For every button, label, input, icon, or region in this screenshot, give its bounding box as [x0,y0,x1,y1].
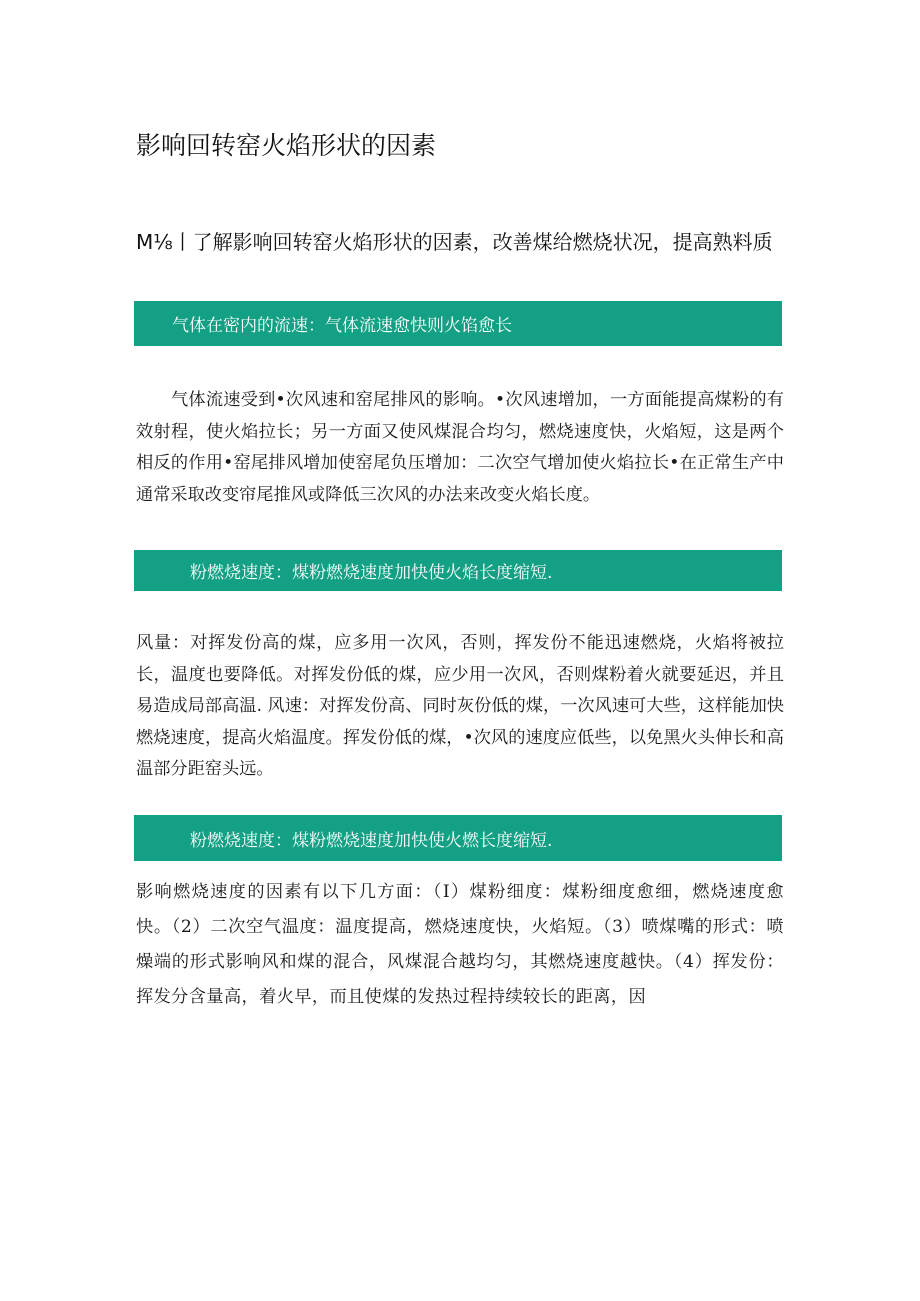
section-heading-text: 粉燃烧速度：煤粉燃烧速度加快使火焰长度缩短. [190,563,553,583]
intro-line: M⅛丨了解影响回转窑火焰形状的因素，改善煤给燃烧状况，提高熟料质 [136,230,773,254]
page-title: 影响回转窑火焰形状的因素 [136,131,437,160]
section-body-combustion-speed: 风量：对挥发份高的煤，应多用一次风，否则，挥发份不能迅速燃烧，火焰将被拉长，温度也要降低。对挥发份低的煤，应少用一次风，否则煤粉着火就要延迟，并且易造成局部高温. 风速：对挥发份高、同时灰份低的煤，一次风速可大些，这样能加快燃烧速度，提高火焰温度。挥发份低的煤，•次风的速度应低些，以免黑火头伸长和高温部分距窑头远。 [136,633,784,779]
section-heading-gas-flow [134,301,782,346]
section-heading-text: 气体在密内的流速：气体流速愈快则火馅愈长 [172,316,512,336]
section-body-gas-flow: 气体流速受到•次风速和窑尾排风的影响。•次风速增加，一方面能提高煤粉的有效射程，使火焰拉长；另一方面又使风煤混合均匀，燃烧速度快，火焰短，这是两个相反的作用•窑尾排风增加使窑尾负压增加：二次空气增加使火焰拉长•在正常生产中通常采取改变帘尾推风或降低三次风的办法来改变火焰长度。 [136,390,784,505]
section-heading-combustion-factors [134,815,782,861]
section-heading-combustion-speed [134,550,782,591]
section-heading-text: 粉燃烧速度：煤粉燃烧速度加快使火燃长度缩短. [190,830,553,851]
section-body-combustion-factors: 影响燃烧速度的因素有以下几方面：（I）煤粉细度：煤粉细度愈细，燃烧速度愈快。（2）二次空气温度：温度提高，燃烧速度快，火焰短。（3）喷煤嘴的形式：喷燥端的形式影响风和煤的混合，风煤混合越均匀，其燃烧速度越快。（4）挥发份：挥发分含量高，着火早，而且使煤的发热过程持续较长的距离，因 [136,882,784,1007]
